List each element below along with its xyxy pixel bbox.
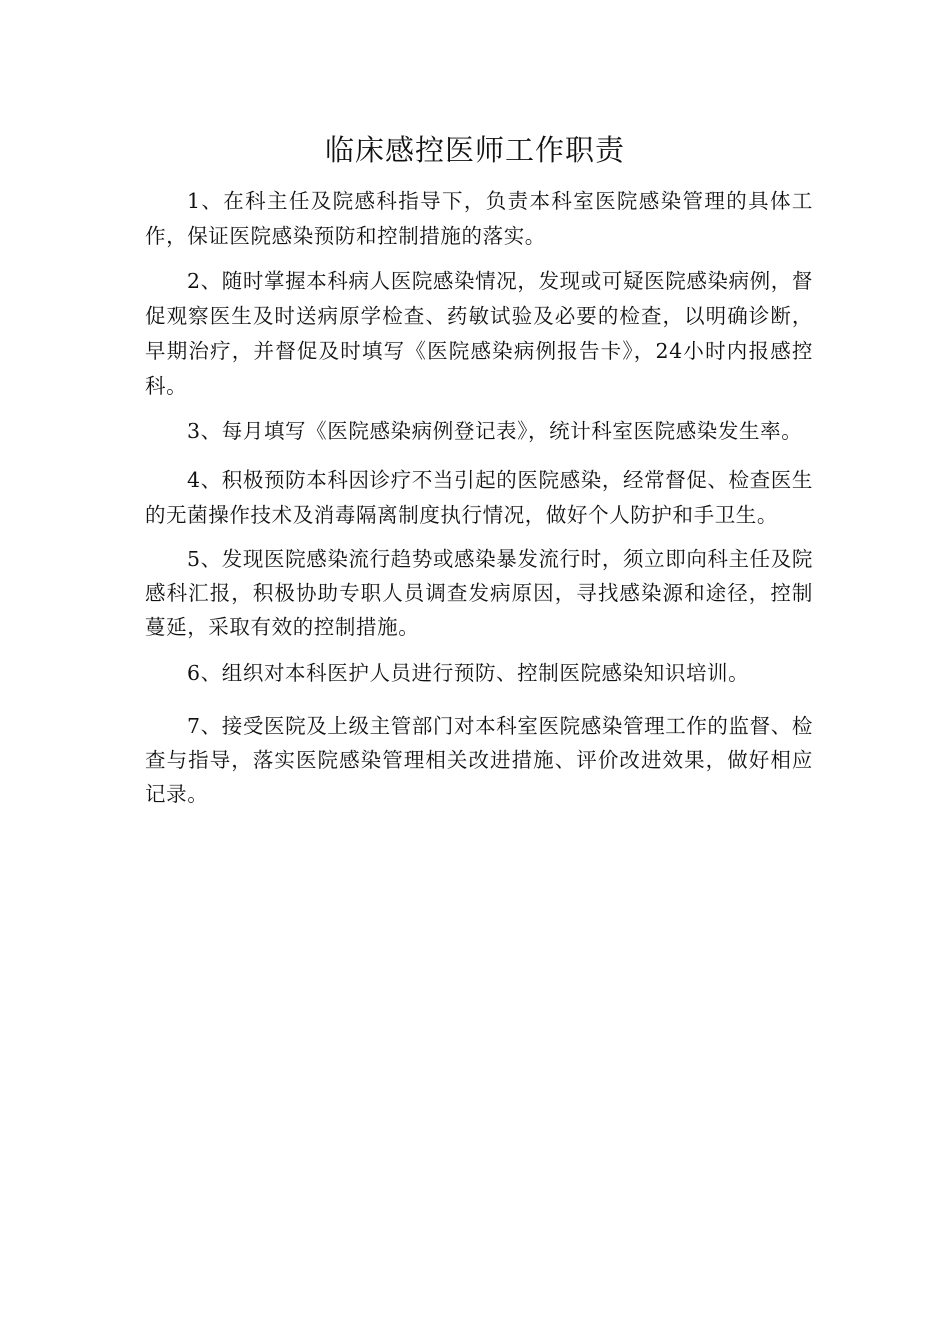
duty-item-2: 2、随时掌握本科病人医院感染情况，发现或可疑医院感染病例，督促观察医生及时送病原学检查、药敏试验及必要的检查，以明确诊断，早期治疗，并督促及时填写《医院感染病例报告卡》，24小时内报感控科。	[145, 269, 813, 398]
duty-list	[145, 184, 813, 811]
duty-item-7: 7、接受医院及上级主管部门对本科室医院感染管理工作的监督、检查与指导，落实医院感染管理相关改进措施、评价改进效果，做好相应记录。	[145, 714, 813, 806]
duty-item-1: 1、在科主任及院感科指导下，负责本科室医院感染管理的具体工作，保证医院感染预防和控制措施的落实。	[145, 189, 813, 248]
document-title: 临床感控医师工作职责	[324, 133, 625, 167]
duty-item-4: 4、积极预防本科因诊疗不当引起的医院感染，经常督促、检查医生的无菌操作技术及消毒隔离制度执行情况，做好个人防护和手卫生。	[145, 468, 813, 527]
duty-item-6: 6、组织对本科医护人员进行预防、控制医院感染知识培训。	[187, 661, 750, 685]
duty-item-5: 5、发现医院感染流行趋势或感染暴发流行时，须立即向科主任及院感科汇报，积极协助专职人员调查发病原因，寻找感染源和途径，控制蔓延，采取有效的控制措施。	[145, 547, 813, 639]
duty-item-3: 3、每月填写《医院感染病例登记表》，统计科室医院感染发生率。	[187, 419, 803, 443]
